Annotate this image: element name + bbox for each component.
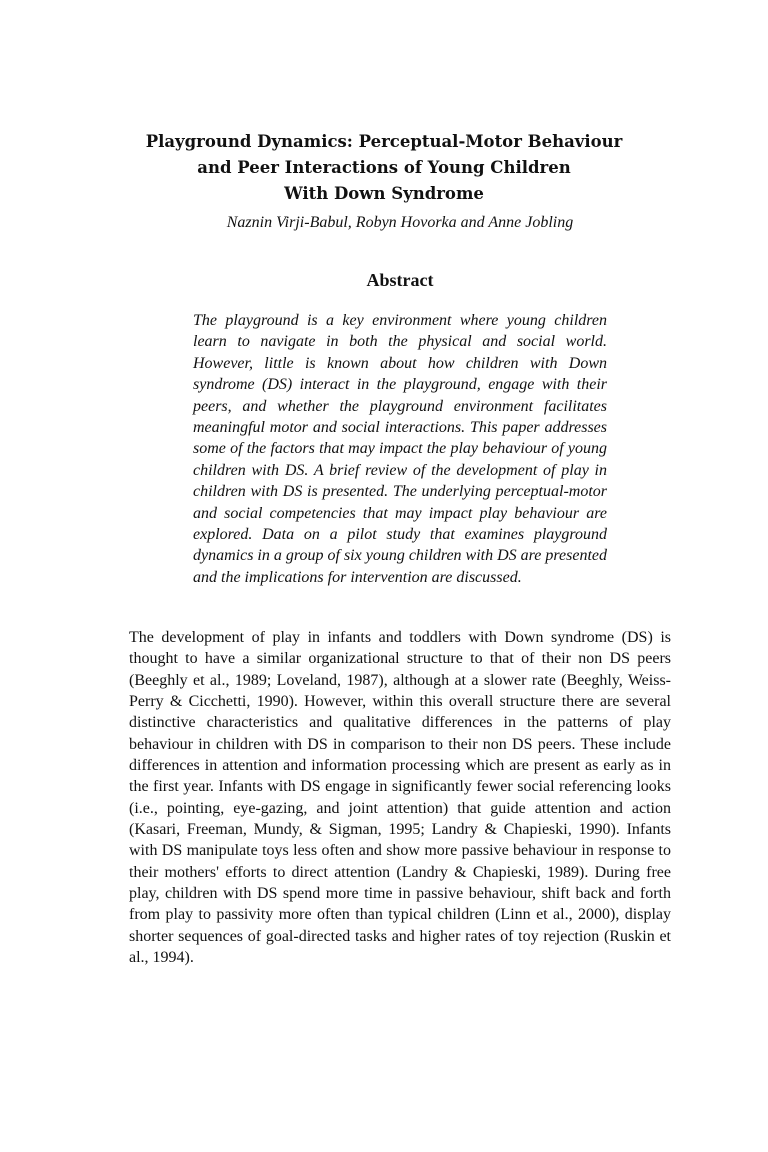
body-paragraph: The development of play in infants and toddlers with Down syndrome (DS) is thought to have a similar organizational structure to that of their non DS peers (Beeghly et al., 1989; Loveland, 1987), although at a slower rate (Beeghly, Weiss-Perry & Cicchetti, 1990). However, within this overall structure there are several distinctive characteristics and qualitative differences in the patterns of play behaviour in children with DS in comparison to their non DS peers. These include differences in attention and information processing which are present as early as in the first year. Infants with DS engage in significantly fewer social referencing looks (i.e., pointing, eye-gazing, and joint attention) that guide attention and action (Kasari, Freeman, Mundy, & Sigman, 1995; Landry & Chapieski, 1990). Infants with DS manipulate toys less often and show more passive behaviour in response to their mothers' efforts to direct attention (Landry & Chapieski, 1989). During free play, children with DS spend more time in passive behaviour, shift back and forth from play to passivity more often than typical children (Linn et al., 2000), display shorter sequences of goal-directed tasks and higher rates of toy rejection (Ruskin et al., 1994).	[129, 629, 671, 967]
title-line: and Peer Interactions of Young Children	[197, 158, 571, 177]
author-list: Naznin Virji-Babul, Robyn Hovorka and Anne Jobling	[226, 214, 574, 231]
title-line: With Down Syndrome	[284, 184, 484, 203]
abstract-heading: Abstract	[366, 270, 434, 290]
paper-title	[100, 129, 668, 207]
abstract-text: The playground is a key environment where young children learn to navigate in both the physical and social world. However, little is known about how children with Down syndrome (DS) interact in the playground, engage with their peers, and whether the playground environment facilitates meaningful motor and social interactions. This paper addresses some of the factors that may impact the play behaviour of young children with DS. A brief review of the development of play in children with DS is presented. The underlying perceptual-motor and social competencies that may impact play behaviour are explored. Data on a pilot study that examines playground dynamics in a group of six young children with DS are presented and the implications for intervention are discussed.	[193, 312, 608, 586]
title-line: Playground Dynamics: Perceptual-Motor Behaviour	[145, 132, 623, 151]
